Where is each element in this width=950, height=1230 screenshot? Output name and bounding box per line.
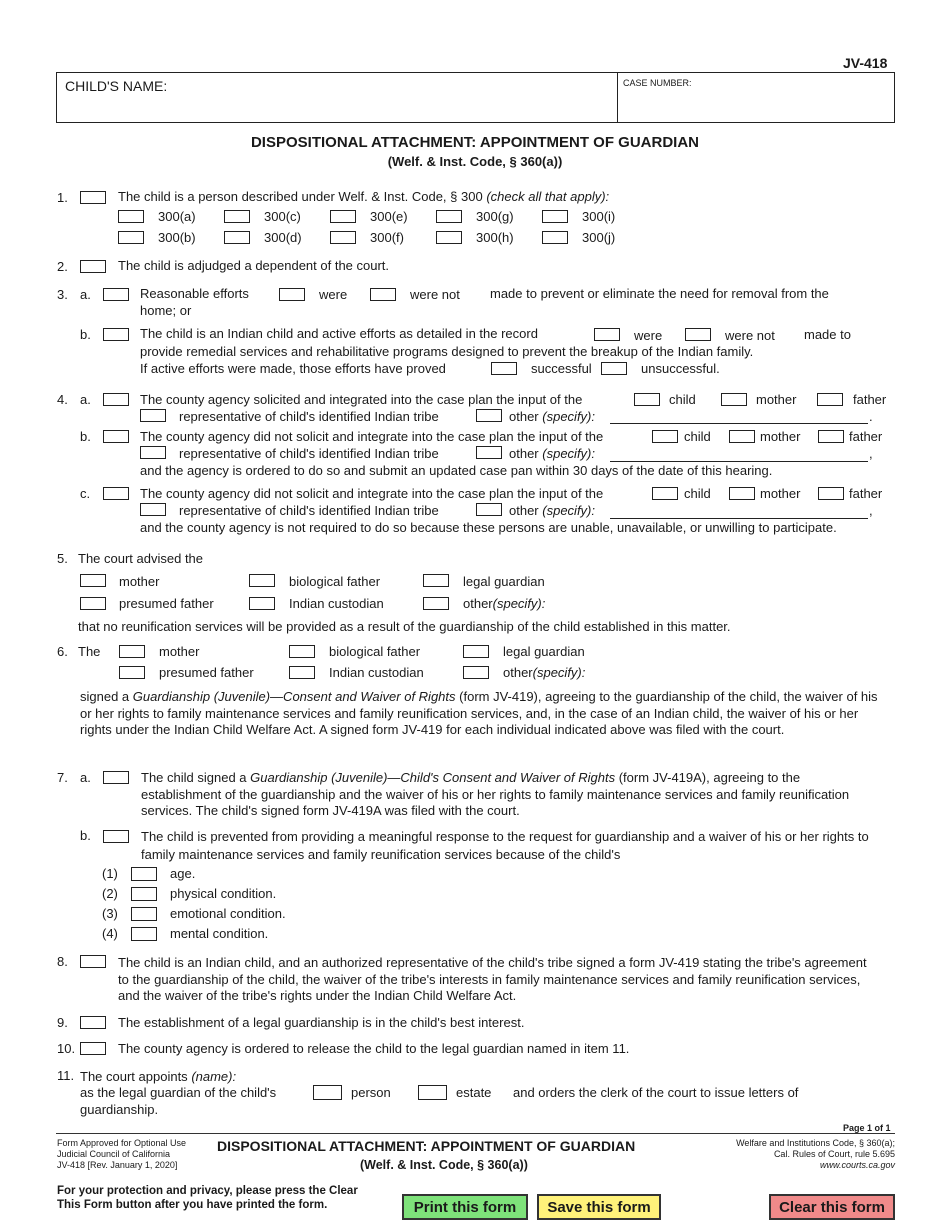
item6-presumed-father-checkbox[interactable] xyxy=(119,666,145,679)
item2-number: 2. xyxy=(57,259,68,274)
item7b-reason3-number: (3) xyxy=(102,906,118,921)
checkbox-300g[interactable] xyxy=(436,210,462,223)
footer-subtitle: (Welf. & Inst. Code, § 360(a)) xyxy=(360,1158,528,1172)
header-divider xyxy=(617,73,618,122)
item4b-comma: , xyxy=(869,446,873,461)
item4b-text: The county agency did not solicit and integrate into the case plan the input of the xyxy=(140,429,604,444)
page-title: DISPOSITIONAL ATTACHMENT: APPOINTMENT OF GUARDIAN xyxy=(250,134,700,151)
item4c-other-checkbox[interactable] xyxy=(476,503,502,516)
item3b-text: The child is an Indian child and active efforts as detailed in the record xyxy=(140,326,538,341)
checkbox-300c[interactable] xyxy=(224,210,250,223)
item4b-line3: and the agency is ordered to do so and submit an updated case pan within 30 days of the date of this hearing. xyxy=(140,463,773,478)
item10-number: 10. xyxy=(57,1041,76,1056)
item9-number: 9. xyxy=(57,1015,68,1030)
item4a-other-checkbox[interactable] xyxy=(476,409,502,422)
item4a-father-checkbox[interactable] xyxy=(817,393,843,406)
item4a-rep-checkbox[interactable] xyxy=(140,409,166,422)
item3a-were-not-label: were not xyxy=(410,287,460,302)
item6-legal-guardian-label: legal guardian xyxy=(503,644,585,659)
item5-number: 5. xyxy=(57,551,68,566)
item4a-other-label: other (specify): xyxy=(509,409,595,424)
checkbox-300h[interactable] xyxy=(436,231,462,244)
item3b-were-not-checkbox[interactable] xyxy=(685,328,711,341)
item1-text: The child is a person described under Welf. & Inst. Code, § 300 (check all that apply): xyxy=(118,189,610,204)
item4c-text: The county agency did not solicit and integrate into the case plan the input of the xyxy=(140,486,604,501)
item4b-other-checkbox[interactable] xyxy=(476,446,502,459)
checkbox-300d[interactable] xyxy=(224,231,250,244)
checkbox-300a[interactable] xyxy=(118,210,144,223)
item7b-reason4-label: mental condition. xyxy=(170,926,269,941)
footer-title: DISPOSITIONAL ATTACHMENT: APPOINTMENT OF GUARDIAN xyxy=(217,1138,636,1154)
item4b-father-checkbox[interactable] xyxy=(818,430,844,443)
item4c-father-checkbox[interactable] xyxy=(818,487,844,500)
item7b-letter: b. xyxy=(80,828,91,843)
item4c-rep-label: representative of child's identified Indian tribe xyxy=(179,503,439,518)
item4b-letter: b. xyxy=(80,429,91,444)
item4a-mother-checkbox[interactable] xyxy=(721,393,747,406)
item4b-rep-label: representative of child's identified Indian tribe xyxy=(179,446,439,461)
label-300i: 300(i) xyxy=(582,209,616,224)
item7a-checkbox[interactable] xyxy=(103,771,129,784)
item7b-reason1-number: (1) xyxy=(102,866,118,881)
item5-presumed-father-label: presumed father xyxy=(119,596,214,611)
item4b-rep-checkbox[interactable] xyxy=(140,446,166,459)
item6-legal-guardian-checkbox[interactable] xyxy=(463,645,489,658)
item4b-child-checkbox[interactable] xyxy=(652,430,678,443)
item6-indian-custodian-checkbox[interactable] xyxy=(289,666,315,679)
item6-indian-custodian-label: Indian custodian xyxy=(329,665,424,680)
item11-number: 11. xyxy=(57,1068,75,1083)
item4c-line3: and the county agency is not required to do so because these persons are unable, unavailable, or unwilling to participate. xyxy=(140,520,837,535)
privacy-line1: For your protection and privacy, please press the Clear xyxy=(57,1185,358,1197)
item5-bio-father-label: biological father xyxy=(289,574,381,589)
item9-checkbox[interactable] xyxy=(80,1016,106,1029)
item7b-checkbox[interactable] xyxy=(103,830,129,843)
item3b-successful-label: successful xyxy=(531,361,592,376)
privacy-line2: This Form button after you have printed the form. xyxy=(57,1199,328,1211)
label-300g: 300(g) xyxy=(476,209,514,224)
item4a-other-field[interactable] xyxy=(610,423,868,424)
item1-checkbox[interactable] xyxy=(80,191,106,204)
item6-presumed-father-label: presumed father xyxy=(159,665,254,680)
item11-line3: guardianship. xyxy=(80,1102,159,1117)
item3a-tail2: home; or xyxy=(140,303,192,318)
form-number: JV-418 xyxy=(843,55,888,71)
item3b-letter: b. xyxy=(80,327,91,342)
item10-checkbox[interactable] xyxy=(80,1042,106,1055)
item4b-mother-checkbox[interactable] xyxy=(729,430,755,443)
item6-mother-checkbox[interactable] xyxy=(119,645,145,658)
item7b-reason2-label: physical condition. xyxy=(170,886,277,901)
item7b-reason3-checkbox[interactable] xyxy=(131,907,157,921)
item4c-father-label: father xyxy=(849,486,883,501)
item3b-line2: provide remedial services and rehabilitative programs designed to prevent the breakup of the Indian family. xyxy=(140,344,754,359)
item4b-other-label: other (specify): xyxy=(509,446,595,461)
item5-other-label: other(specify): xyxy=(463,596,546,611)
item6-paragraph: signed a Guardianship (Juvenile)—Consent and Waiver of Rights (form JV-419), agreeing to the guardianship of the child, the waiver of his or her rights to family maintenance services and family reunification services, and, in the case of an Indian child, the waiver of his or her rights under the Indian Child Welfare Act. A signed form JV-419 for each individual indicated above was filed with the court. xyxy=(80,689,878,737)
item4c-other-field[interactable] xyxy=(610,518,868,519)
item4c-checkbox[interactable] xyxy=(103,487,129,500)
item11-person-label: person xyxy=(351,1085,391,1100)
item4c-child-checkbox[interactable] xyxy=(652,487,678,500)
item3a-text: Reasonable efforts xyxy=(140,286,249,301)
item6-number: 6. xyxy=(57,644,68,659)
item3-number: 3. xyxy=(57,287,68,302)
item4c-mother-checkbox[interactable] xyxy=(729,487,755,500)
item6-other-label: other(specify): xyxy=(503,665,586,680)
item3b-made: made to xyxy=(804,327,851,342)
footer-right-url: www.courts.ca.gov xyxy=(819,1160,895,1170)
item6-bio-father-label: biological father xyxy=(329,644,421,659)
header-box xyxy=(56,72,895,123)
item6-mother-label: mother xyxy=(159,644,200,659)
item5-indian-custodian-checkbox[interactable] xyxy=(249,597,275,610)
item4a-child-checkbox[interactable] xyxy=(634,393,660,406)
item6-other-checkbox[interactable] xyxy=(463,666,489,679)
item4a-rep-label: representative of child's identified Indian tribe xyxy=(179,409,439,424)
item3a-checkbox[interactable] xyxy=(103,288,129,301)
item4a-child-label: child xyxy=(669,392,696,407)
clear-form-button[interactable]: Clear this form xyxy=(769,1194,895,1220)
footer-left-line1: Form Approved for Optional Use xyxy=(57,1138,187,1148)
item3b-unsuccessful-checkbox[interactable] xyxy=(601,362,627,375)
item4a-text: The county agency solicited and integrated into the case plan the input of the xyxy=(140,392,583,407)
item5-legal-guardian-label: legal guardian xyxy=(463,574,545,589)
item8-checkbox[interactable] xyxy=(80,955,106,968)
item3b-line3: If active efforts were made, those efforts have proved xyxy=(140,361,446,376)
item11-estate-label: estate xyxy=(456,1085,492,1100)
item11-text: The court appoints (name): xyxy=(80,1069,237,1084)
item5-text: The court advised the xyxy=(78,551,204,566)
item5-legal-guardian-checkbox[interactable] xyxy=(423,574,449,587)
item7b-reason4-checkbox[interactable] xyxy=(131,927,157,941)
item4a-father-label: father xyxy=(853,392,887,407)
item3b-were-label: were xyxy=(634,328,663,343)
item4b-father-label: father xyxy=(849,429,883,444)
item3b-successful-checkbox[interactable] xyxy=(491,362,517,375)
item9-text: The establishment of a legal guardianship is in the child's best interest. xyxy=(118,1015,525,1030)
child-name-field[interactable] xyxy=(65,97,610,119)
child-name-label: CHILD'S NAME: xyxy=(65,78,168,94)
privacy-notice xyxy=(57,1184,358,1212)
item4c-child-label: child xyxy=(684,486,711,501)
label-300f: 300(f) xyxy=(370,230,404,245)
label-300j: 300(j) xyxy=(582,230,616,245)
item4c-mother-label: mother xyxy=(760,486,801,501)
item7a-text: The child signed a Guardianship (Juvenile)—Child's Consent and Waiver of Rights (form JV-419A), agreeing to the establishment of the guardianship and the waiver of his or her rights to family maintenance services and family reunification services. The child's signed form JV-419A was filed with the court. xyxy=(141,770,850,818)
item7b-reason2-number: (2) xyxy=(102,886,118,901)
item4a-mother-label: mother xyxy=(756,392,797,407)
label-300c: 300(c) xyxy=(264,209,301,224)
item7-number: 7. xyxy=(57,770,68,785)
item3a-tail: made to prevent or eliminate the need for removal from the xyxy=(490,286,829,301)
footer-right-line1: Welfare and Institutions Code, § 360(a); xyxy=(736,1138,895,1148)
item7a-letter: a. xyxy=(80,770,91,785)
checkbox-300e[interactable] xyxy=(330,210,356,223)
item3a-letter: a. xyxy=(80,287,91,302)
item6-bio-father-checkbox[interactable] xyxy=(289,645,315,658)
item3a-were-label: were xyxy=(319,287,348,302)
save-form-button[interactable]: Save this form xyxy=(537,1194,661,1220)
item4c-comma: , xyxy=(869,503,873,518)
footer-left xyxy=(57,1138,186,1171)
item4a-checkbox[interactable] xyxy=(103,393,129,406)
item3b-were-not-label: were not xyxy=(725,328,775,343)
case-number-field[interactable] xyxy=(623,91,891,119)
checkbox-300f[interactable] xyxy=(330,231,356,244)
item7b-reason1-checkbox[interactable] xyxy=(131,867,157,881)
item6-the: The xyxy=(78,644,101,659)
item7b-reason2-checkbox[interactable] xyxy=(131,887,157,901)
footer-left-line2: Judicial Council of California xyxy=(57,1149,171,1159)
item7b-text: The child is prevented from providing a meaningful response to the request for guardianship and a waiver of his or her rights to family maintenance services and family reunification services because of the child's xyxy=(141,829,869,862)
item3b-were-checkbox[interactable] xyxy=(594,328,620,341)
item5-mother-checkbox[interactable] xyxy=(80,574,106,587)
item4c-other-label: other (specify): xyxy=(509,503,595,518)
footer-right-line2: Cal. Rules of Court, rule 5.695 xyxy=(773,1149,895,1159)
item5-bio-father-checkbox[interactable] xyxy=(249,574,275,587)
label-300b: 300(b) xyxy=(158,230,196,245)
item4b-mother-label: mother xyxy=(760,429,801,444)
item11-tail: and orders the clerk of the court to issue letters of xyxy=(513,1085,799,1100)
item11-estate-checkbox[interactable] xyxy=(418,1085,447,1100)
item4b-other-field[interactable] xyxy=(610,461,868,462)
item3b-unsuccessful-label: unsuccessful. xyxy=(641,361,720,376)
item5-tail: that no reunification services will be provided as a result of the guardianship of the child established in this matter. xyxy=(78,619,731,634)
item4a-period: . xyxy=(869,409,873,424)
case-number-label: CASE NUMBER: xyxy=(623,78,692,88)
item3a-were-not-checkbox[interactable] xyxy=(370,288,396,301)
footer-rule xyxy=(56,1133,895,1134)
item2-text: The child is adjudged a dependent of the court. xyxy=(118,258,390,273)
label-300e: 300(e) xyxy=(370,209,408,224)
item5-other-checkbox[interactable] xyxy=(423,597,449,610)
item2-checkbox[interactable] xyxy=(80,260,106,273)
item8-number: 8. xyxy=(57,954,68,969)
label-300h: 300(h) xyxy=(476,230,514,245)
checkbox-300b[interactable] xyxy=(118,231,144,244)
item5-presumed-father-checkbox[interactable] xyxy=(80,597,106,610)
item7b-reason4-number: (4) xyxy=(102,926,118,941)
item8-text: The child is an Indian child, and an authorized representative of the child's tribe signed a form JV-419 stating the tribe's agreement to the guardianship of the child, the waiver of the tribe's interests in family maintenance services and family reunification services, and the waiver of the tribe's rights under the Indian Child Welfare Act. xyxy=(118,955,867,1003)
label-300d: 300(d) xyxy=(264,230,302,245)
item5-indian-custodian-label: Indian custodian xyxy=(289,596,384,611)
item11-person-checkbox[interactable] xyxy=(313,1085,342,1100)
item4-number: 4. xyxy=(57,392,68,407)
item10-text: The county agency is ordered to release the child to the legal guardian named in item 11. xyxy=(118,1041,630,1056)
item4a-letter: a. xyxy=(80,392,91,407)
footer-left-line3: JV-418 [Rev. January 1, 2020] xyxy=(57,1160,178,1170)
item3a-were-checkbox[interactable] xyxy=(279,288,305,301)
item4c-rep-checkbox[interactable] xyxy=(140,503,166,516)
item11-line2: as the legal guardian of the child's xyxy=(80,1085,277,1100)
item4c-letter: c. xyxy=(80,486,91,501)
item4b-checkbox[interactable] xyxy=(103,430,129,443)
label-300a: 300(a) xyxy=(158,209,196,224)
item7b-reason3-label: emotional condition. xyxy=(170,906,286,921)
item1-number: 1. xyxy=(57,190,68,205)
print-form-button[interactable]: Print this form xyxy=(402,1194,528,1220)
item5-mother-label: mother xyxy=(119,574,160,589)
item4b-child-label: child xyxy=(684,429,711,444)
item7b-reason1-label: age. xyxy=(170,866,196,881)
page-subtitle: (Welf. & Inst. Code, § 360(a)) xyxy=(387,154,563,169)
footer-right xyxy=(736,1138,895,1171)
checkbox-300j[interactable] xyxy=(542,231,568,244)
item11-name-field[interactable] xyxy=(250,1068,870,1084)
item3b-checkbox[interactable] xyxy=(103,328,129,341)
checkbox-300i[interactable] xyxy=(542,210,568,223)
page-count: Page 1 of 1 xyxy=(843,1123,891,1133)
